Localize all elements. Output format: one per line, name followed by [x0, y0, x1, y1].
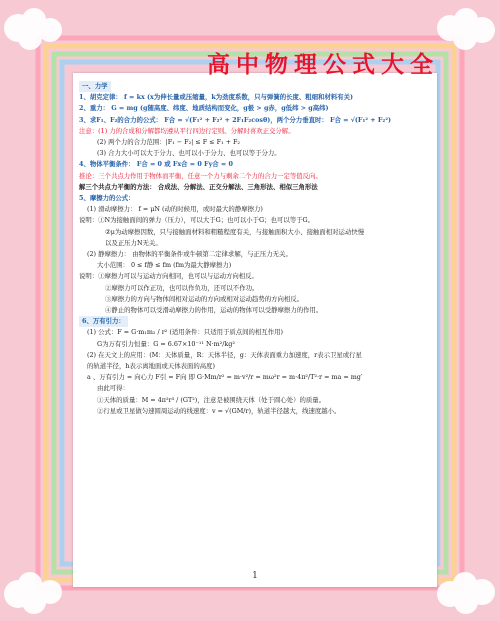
formula-line-text: 说明：①摩擦力可以与运动方向相同，也可以与运动方向相反。: [79, 272, 258, 281]
formula-line: [79, 271, 431, 282]
formula-line: [79, 327, 431, 338]
formula-line: [79, 383, 431, 394]
formula-line-text: 以及正压力N无关。: [105, 238, 162, 247]
formula-line-text: G为万有引力恒量：G = 6.67×10⁻¹¹ N·m²/kg²: [97, 339, 235, 348]
formula-line: [79, 372, 431, 383]
formula-line-text: 大小范围： 0 ≤ f静 ≤ fm (fm为最大静摩擦力): [97, 261, 232, 270]
formula-line: [79, 126, 431, 137]
formula-line: [79, 283, 431, 294]
formula-line: [79, 238, 431, 249]
formula-line-text: 4、物体平衡条件： F合 = 0 或 Fx合 = 0 Fy合 = 0: [79, 160, 233, 169]
formula-line: [79, 227, 431, 238]
page-title-container: [73, 46, 500, 79]
formula-line-text: (1) 滑动摩擦力： f = μN (动的时候用，或时最大的静摩擦力): [87, 205, 263, 214]
formula-line: [79, 148, 431, 159]
formula-line: [79, 305, 431, 316]
formula-line-text: 3、求F₁、F₂的合力的公式： F合 = √(F₁² + F₂² + 2F₁F₂cosθ)，两个分力垂直时： F合 = √(F₁² + F₂²): [79, 115, 392, 124]
formula-line-text: 解三个共点力平衡的方法： 合成法、分解法、正交分解法、三角形法、相似三角形法: [79, 182, 318, 191]
formula-line-text: 由此可得：: [97, 384, 129, 393]
formula-line: [79, 171, 431, 182]
formula-line-text: 2、重力： G = mg (g随高度、纬度、地质结构而变化，g极 > g赤，g低纬 > g高纬): [79, 104, 329, 113]
formula-line-text: ④静止的物体可以受滑动摩擦力的作用，运动的物体可以受静摩擦力的作用。: [105, 306, 323, 315]
formula-line: [79, 361, 431, 372]
formula-line: [79, 92, 431, 103]
formula-line: [79, 193, 431, 204]
page-title: 高中物理公式大全: [207, 52, 439, 78]
formula-line: [79, 159, 431, 170]
formula-line-text: 一、力学: [79, 81, 111, 92]
formula-line-text: 1、胡克定律： f = kx (x为伸长量或压缩量，k为劲度系数，只与弹簧的长度、粗细和材料有关): [79, 93, 354, 102]
formula-line: [79, 215, 431, 226]
formula-line: [79, 260, 431, 271]
formula-line: [79, 103, 431, 114]
formula-line: [79, 395, 431, 406]
formula-line-text: ②行星或卫星做匀速圆周运动的线速度：v = √(GM/r)，轨道半径越大，线速度越小。: [97, 406, 341, 415]
formula-line-text: 的轨道半径，h表示离地面或天体表面的高度): [87, 362, 216, 371]
formula-line: [79, 350, 431, 361]
document-page: [73, 52, 439, 587]
formula-line: [79, 294, 431, 305]
formula-line: [79, 81, 431, 92]
page-number: 1: [252, 571, 258, 581]
formula-line: [79, 115, 431, 126]
formula-line: [79, 137, 431, 148]
formula-line: [79, 406, 431, 417]
formula-line: [79, 204, 431, 215]
formula-line-text: (2) 两个力的合力范围：|F₁ − F₂| ≤ F ≤ F₁ + F₂: [97, 138, 240, 147]
formula-line-text: ②μ为动摩擦因数，只与接触面材料和粗糙程度有关，与接触面积大小、接触面相对运动快慢: [105, 227, 365, 236]
formula-line-text: (2) 在天文上的应用：(M：天体质量，R：天体半径，g：天体表面重力加速度，r表示卫星或行星: [87, 350, 362, 359]
formula-line-text: 推论：三个共点力作用于物体而平衡，任意一个力与剩余二个力的合力一定等值反向。: [79, 171, 322, 180]
formula-line: [79, 249, 431, 260]
formula-line-text: ②摩擦力可以作正功，也可以作负功，还可以不作功。: [105, 283, 259, 292]
formula-line-text: 注意：(1) 力的合成和分解都均遵从平行四边行定则。分解时喜欢正交分解。: [79, 126, 295, 135]
formula-line: [79, 339, 431, 350]
formula-line-text: 6、万有引力：: [79, 316, 128, 327]
formula-list: [79, 81, 431, 417]
formula-line-text: a 、万有引力 = 向心力 F引 = F向 即 G·Mm/r² = m·v²/r = mω²r = m·4π²/T²·r = ma = mg′: [87, 373, 363, 382]
formula-line: [79, 182, 431, 193]
formula-line-text: 5、摩擦力的公式：: [79, 194, 135, 203]
formula-line-text: (3) 合力大小可以大于分力、也可以小于分力、也可以等于分力。: [97, 149, 281, 158]
formula-line-text: ①天体的质量：M = 4π²r³ / (GT²)，注意是被围绕天体（处于圆心处）的质量。: [97, 395, 326, 404]
formula-line-text: (1) 公式：F = G·m₁m₂ / r² (适用条件：只适用于质点间的相互作用): [87, 328, 283, 337]
formula-line-text: ③摩擦力的方向与物体间相对运动的方向或相对运动趋势的方向相反。: [105, 294, 304, 303]
formula-line: [79, 316, 431, 327]
formula-line-text: (2) 静摩擦力： 由物体的平衡条件或牛顿第二定律求解，与正压力无关。: [87, 250, 292, 259]
formula-line-text: 说明：①N为接触面间的弹力（压力），可以大于G；也可以小于G；也可以等于G。: [79, 216, 314, 225]
